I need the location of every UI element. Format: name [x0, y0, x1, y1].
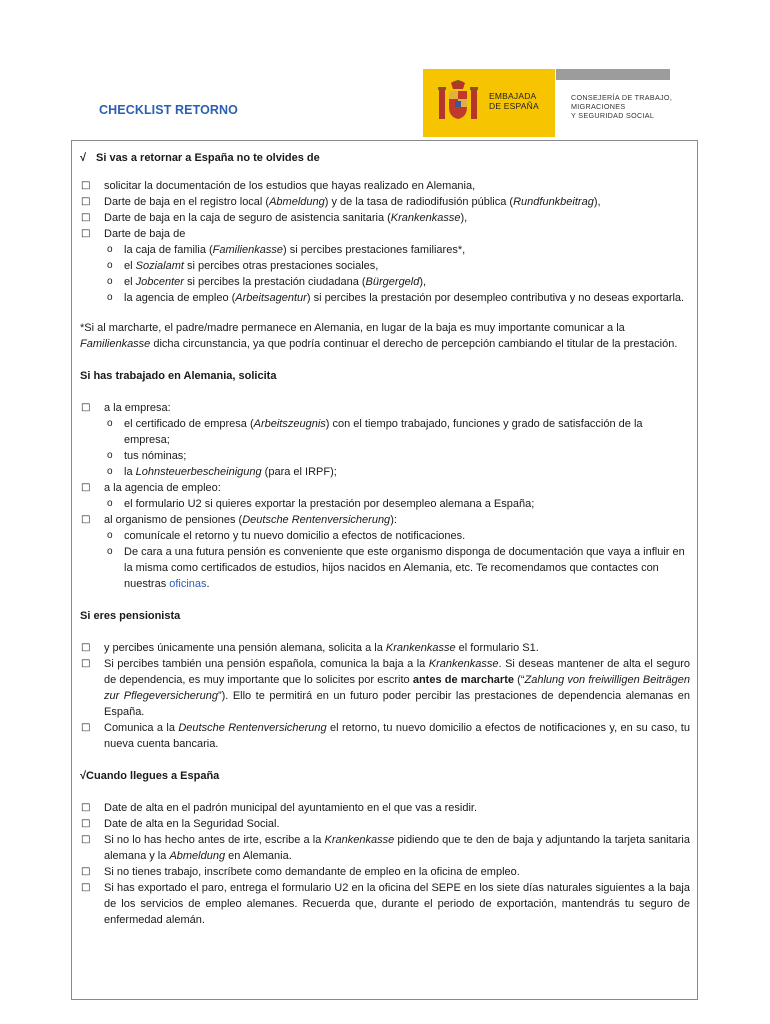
sub-list-item [104, 528, 690, 544]
section-heading-text: Cuando llegues a España [86, 770, 220, 782]
item-text: De cara a una futura pensión es conveniente que este organismo disponga de documentación que vaya a influir en la misma como certificados de estudios, hijos nacidos en Alemania, etc. Te recomendamos que contactes con nuestras [124, 546, 685, 590]
item-text: ): [390, 514, 397, 526]
item-text: el [124, 276, 136, 288]
item-text: y percibes únicamente una pensión alemana, solicita a la [104, 642, 386, 654]
item-term: Lohnsteuerbescheinigung [135, 466, 262, 478]
item-text: a la empresa: [104, 402, 171, 414]
item-text: el formulario U2 si quieres exportar la prestación por desempleo alemana a España; [124, 498, 535, 510]
item-text: al organismo de pensiones ( [104, 514, 243, 526]
embassy-logo [423, 69, 555, 137]
item-term: Rundfunkbeitrag [513, 196, 594, 208]
sub-list-item [104, 448, 690, 464]
sub-list-item [104, 464, 690, 480]
item-text: Darte de baja en el registro local ( [104, 196, 270, 208]
item-text: (“ [513, 674, 525, 686]
item-text: la [124, 466, 136, 478]
sub-list-item [104, 258, 690, 274]
item-text: Si no lo has hecho antes de irte, escribe a la [104, 834, 325, 846]
list-item [80, 880, 690, 928]
sub-list [104, 496, 690, 512]
item-text: Si no tienes trabajo, inscríbete como demandante de empleo en la oficina de empleo. [104, 866, 520, 878]
item-term: Krankenkasse [428, 658, 499, 670]
item-term: Sozialamt [135, 260, 184, 272]
item-text: en Alemania. [225, 850, 292, 862]
list-item [80, 864, 690, 880]
list-item [80, 194, 690, 210]
item-text: si percibes la prestación ciudadana ( [183, 276, 366, 288]
item-text: solicitar la documentación de los estudios que hayas realizado en Alemania, [104, 180, 476, 192]
item-text: Darte de baja en la caja de seguro de asistencia sanitaria ( [104, 212, 391, 224]
ministry-line2: MIGRACIONES [571, 102, 626, 111]
item-text: ), [419, 276, 427, 288]
page-title: CHECKLIST RETORNO [99, 103, 238, 117]
item-text: ) con el tiempo trabajado, funciones y grado de satisfacción de la empresa; [124, 418, 643, 446]
item-text: ), [460, 212, 468, 224]
section-heading-text: Si vas a retornar a España no te olvides de [96, 152, 320, 164]
item-text: Date de alta en la Seguridad Social. [104, 818, 280, 830]
sub-list-item [104, 242, 690, 258]
list-item [80, 400, 690, 480]
item-text: la caja de familia ( [124, 244, 213, 256]
item-text: Date de alta en el padrón municipal del ayuntamiento en el que vas a residir. [104, 802, 478, 814]
item-term: Abmeldung [269, 196, 325, 208]
note-text: dicha circunstancia, ya que podría continuar el derecho de percepción cambiando el titular de la prestación. [150, 338, 678, 350]
item-text: ) si percibes prestaciones familiares*, [282, 244, 466, 256]
family-note [80, 320, 690, 352]
item-text: Comunica a la [104, 722, 179, 734]
note-text: *Si al marcharte, el padre/madre permanece en Alemania, en lugar de la baja es muy importante comunicar a la [80, 322, 625, 334]
item-text: ), [593, 196, 601, 208]
item-term: Arbeitszeugnis [253, 418, 326, 430]
list-item [80, 832, 690, 864]
section-heading-pensioner: Si eres pensionista [80, 610, 181, 622]
item-text: Si has exportado el paro, entrega el formulario U2 en la oficina del SEPE en los siete días naturales siguientes a la baja de los servicios de empleo alemanes. Recuerda que, durante el periodo de exportación, mantendrás tu seguro de enfermedad alemán. [104, 882, 690, 926]
ministry-label [571, 93, 672, 120]
item-term: Bürgergeld [365, 276, 420, 288]
item-term: Abmeldung [169, 850, 226, 862]
list-item [80, 512, 690, 592]
item-text: la agencia de empleo ( [124, 292, 236, 304]
checkmark-icon: √ [80, 770, 87, 782]
item-text: comunícale el retorno y tu nuevo domicilio a efectos de notificaciones. [124, 530, 466, 542]
checklist-content [80, 150, 690, 928]
sub-list-item [104, 416, 690, 448]
item-term: Deutsche Rentenversicherung [242, 514, 391, 526]
item-term: Krankenkasse [385, 642, 456, 654]
embassy-name-line2: DE ESPAÑA [489, 101, 539, 111]
pensioner-list [80, 640, 690, 752]
sub-list-item [104, 290, 690, 306]
list-item [80, 640, 690, 656]
item-text: Darte de baja de [104, 228, 186, 240]
sub-list-item [104, 496, 690, 512]
checkmark-icon: √ [80, 152, 87, 164]
sub-list-item [104, 274, 690, 290]
section-heading-worked: Si has trabajado en Alemania, solicita [80, 370, 277, 382]
item-text: tus nóminas; [124, 450, 187, 462]
worked-list [80, 400, 690, 592]
arrival-list [80, 800, 690, 928]
item-term: Krankenkasse [390, 212, 461, 224]
item-text: Si percibes también una pensión española, comunica la baja a la [104, 658, 429, 670]
item-text: si percibes otras prestaciones sociales, [183, 260, 379, 272]
sub-list [104, 242, 690, 306]
sub-list [104, 528, 690, 592]
item-term: Zahlung von freiwilligen Beiträgen zur Pflegeversicherung [104, 674, 690, 702]
list-item [80, 656, 690, 720]
ministry-line3: Y SEGURIDAD SOCIAL [571, 111, 655, 120]
item-text: ”). Ello te permitirá en un futuro poder percibir las prestaciones de dependencia alemanas en España. [104, 690, 690, 718]
ministry-line1: CONSEJERÍA DE TRABAJO, [571, 93, 673, 102]
list-item [80, 720, 690, 752]
item-term: Krankenkasse [324, 834, 395, 846]
section-heading-leaving [80, 150, 690, 166]
item-text: ) y de la tasa de radiodifusión pública ( [324, 196, 514, 208]
item-text: (para el IRPF); [261, 466, 337, 478]
item-emphasis: antes de marcharte [412, 674, 514, 686]
item-term: Deutsche Rentenversicherung [178, 722, 327, 734]
list-item [80, 226, 690, 306]
coat-of-arms-icon [435, 79, 481, 127]
item-text: pidiendo que te den de baja y adjuntando la tarjeta sanitaria alemana y la [104, 834, 690, 862]
item-term: Jobcenter [135, 276, 184, 288]
sub-list-item [104, 544, 690, 592]
list-item [80, 800, 690, 816]
list-item [80, 480, 690, 512]
item-term: Familienkasse [212, 244, 283, 256]
item-text: a la agencia de empleo: [104, 482, 221, 494]
item-text: el retorno, tu nuevo domicilio a efectos de notificaciones y, en su caso, tu nueva cuenta bancaria. [104, 722, 690, 750]
item-text: . [206, 578, 210, 590]
list-item [80, 816, 690, 832]
item-text: el [124, 260, 136, 272]
list-item [80, 210, 690, 226]
section-heading-arrival [80, 768, 690, 784]
note-term: Familienkasse [80, 338, 151, 350]
logo-grey-bar [556, 69, 670, 80]
item-text: el formulario S1. [455, 642, 539, 654]
item-text: . Si deseas mantener de alta el seguro de dependencia, es muy importante que lo solicites por escrito [104, 658, 690, 686]
item-text: ) si percibes la prestación por desempleo contributiva y no deseas exportarla. [306, 292, 685, 304]
item-term: Arbeitsagentur [235, 292, 307, 304]
list-item [80, 178, 690, 194]
embassy-name-line1: EMBAJADA [489, 91, 537, 101]
leaving-list [80, 178, 690, 306]
item-text: el certificado de empresa ( [124, 418, 254, 430]
sub-list [104, 416, 690, 480]
offices-link[interactable]: oficinas [169, 578, 207, 590]
